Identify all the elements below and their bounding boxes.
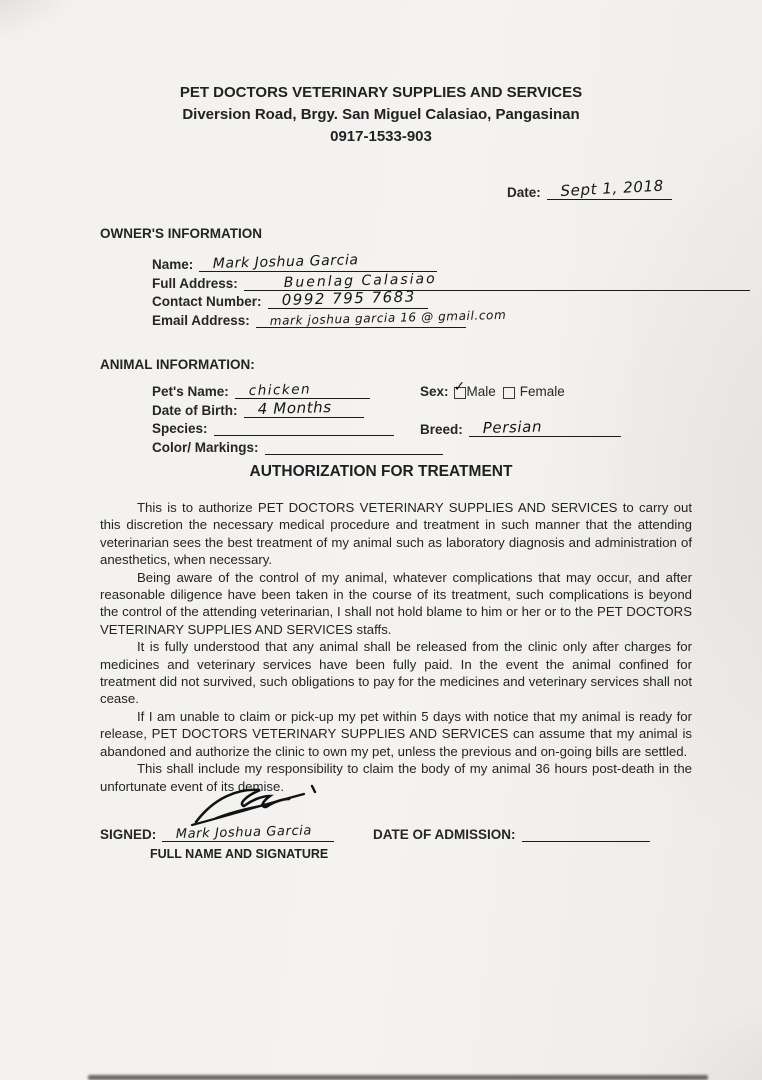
owner-email-handwritten: mark joshua garcia 16 @ gmail.com (269, 307, 507, 328)
owner-email-line (256, 307, 507, 328)
species-label: Species: (152, 421, 208, 436)
species-row (152, 420, 443, 436)
owner-name-line (199, 252, 437, 272)
date-handwritten: Sept 1, 2018 (559, 176, 664, 200)
male-option-label: Male (466, 384, 496, 399)
color-markings-line (265, 439, 443, 455)
breed-handwritten: Persian (482, 417, 543, 437)
admission-row (373, 826, 650, 842)
signed-label: SIGNED: (100, 827, 157, 842)
color-markings-label: Color/ Markings: (152, 439, 259, 455)
paragraph-1: This is to authorize PET DOCTORS VETERINARY SUPPLIES AND SERVICES to carry out this discretion the necessary medical procedure and treatment in such manner that the attending veterinarian sees the best treatment of my animal such as laboratory diagnosis and administration of anesthetics, when necessary. (100, 500, 692, 568)
paragraph-3: It is fully understood that any animal shall be released from the clinic only after charges for medicines and veterinary services have been fully paid. In the event the animal confined for treatment did not survived, such obligations to pay for the medicines and veterinary services shall not cease. (100, 639, 692, 707)
owner-name-handwritten: Mark Joshua Garcia (212, 252, 360, 272)
dob-line (244, 397, 364, 418)
owner-contact-row (152, 287, 750, 309)
owner-contact-line (268, 287, 428, 309)
paragraph-5: This shall include my responsibility to claim the body of my animal 36 hours post-death in the unfortunate event of its demise. (100, 761, 692, 794)
owner-address-row (152, 270, 750, 291)
female-option-label: Female (519, 384, 565, 399)
paragraph-4: If I am unable to claim or pick-up my pet within 5 days with notice that my animal is ready for release, PET DOCTORS VETERINARY SUPPLIES AND SERVICES can assume that my animal is abandoned and authorize the clinic to own my pet, unless the previous and on-going bills are settled. (100, 708, 692, 759)
date-line (547, 176, 672, 200)
sex-row (420, 378, 565, 399)
owner-name-row (152, 252, 750, 272)
paragraph-2: Being aware of the control of my animal, whatever complications that may occur, and after reasonable diligence have been taken in the course of its treatment, such complications is beyond the control of the attending veterinarian, I shall not hold blame to him or her or to the PET DOCTORS VETERINARY SUPPLIES AND SERVICES staffs. (100, 569, 692, 637)
admission-line (522, 826, 650, 842)
owner-fields (152, 252, 750, 330)
animal-heading: ANIMAL INFORMATION: (100, 357, 255, 372)
letterhead (0, 82, 762, 148)
dob-handwritten: 4 Months (257, 397, 332, 418)
breed-line (469, 417, 621, 437)
pet-name-line (235, 383, 370, 399)
date-label: Date: (507, 185, 541, 200)
date-row (507, 176, 672, 200)
scan-edge-artifact (88, 1075, 708, 1080)
owner-email-label: Email Address: (152, 312, 250, 328)
dob-row (152, 397, 443, 418)
document-title: AUTHORIZATION FOR TREATMENT (249, 463, 513, 480)
authorization-body (100, 499, 692, 795)
sex-label: Sex: (420, 384, 449, 399)
male-checkbox-checked-icon (453, 378, 466, 399)
pet-name-label: Pet's Name: (152, 384, 229, 399)
breed-row (420, 417, 621, 437)
owner-name-label: Name: (152, 257, 194, 272)
color-markings-row (152, 439, 443, 455)
owner-email-row (152, 307, 750, 328)
owner-address-label: Full Address: (152, 275, 238, 291)
female-checkbox-empty-icon (503, 387, 515, 399)
breed-label: Breed: (420, 422, 463, 437)
dob-label: Date of Birth: (152, 402, 238, 418)
admission-label: DATE OF ADMISSION: (373, 827, 516, 842)
owner-contact-label: Contact Number: (152, 294, 262, 309)
clinic-address: Diversion Road, Brgy. San Miguel Calasiao, Pangasinan (182, 106, 580, 123)
species-line (214, 420, 394, 436)
check-mark-icon: ✓ (453, 378, 466, 395)
clinic-phone: 0917-1533-903 (330, 128, 432, 145)
owner-address-line (244, 270, 750, 291)
signed-row (100, 823, 334, 842)
pet-name-handwritten: chicken (248, 381, 312, 399)
owner-contact-handwritten: 0992 795 7683 (281, 287, 416, 309)
owner-address-handwritten: Buenlag Calasiao (283, 270, 437, 291)
signed-caption: FULL NAME AND SIGNATURE (150, 847, 329, 861)
clinic-name: PET DOCTORS VETERINARY SUPPLIES AND SERVICES (179, 84, 583, 101)
pet-name-row (152, 383, 443, 399)
animal-fields (152, 383, 443, 457)
signed-line (162, 823, 334, 842)
owner-heading: OWNER'S INFORMATION (100, 226, 262, 241)
signed-name-handwritten: Mark Joshua Garcia (175, 823, 313, 842)
